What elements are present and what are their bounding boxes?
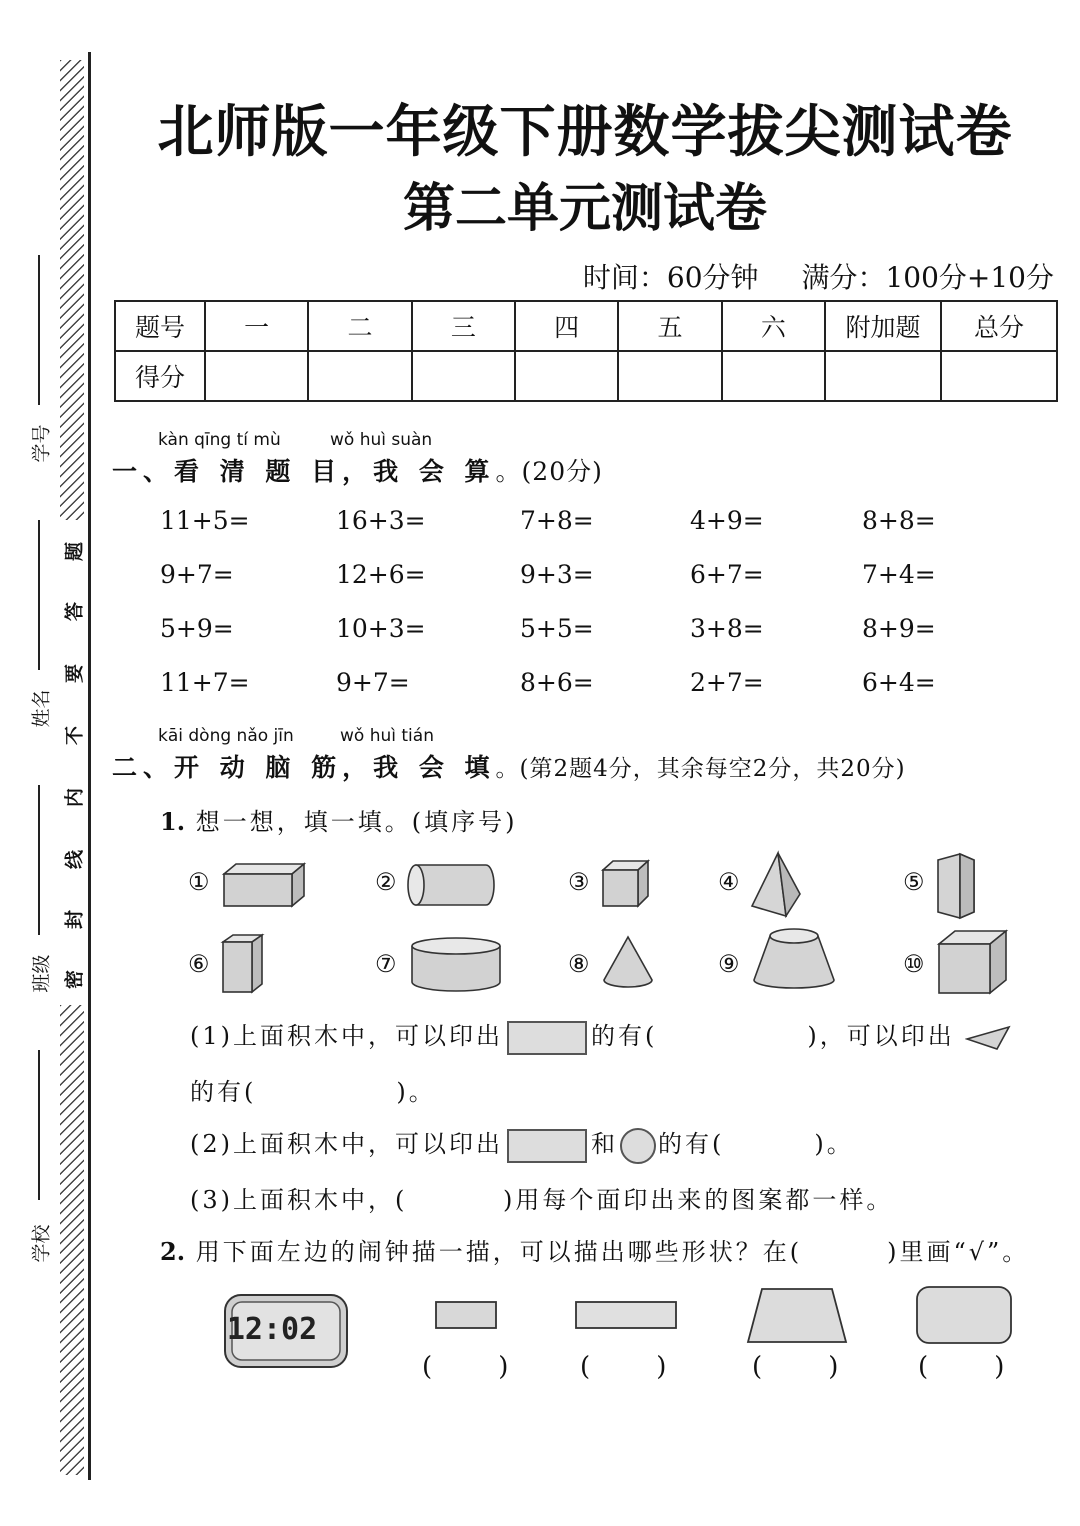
score-cell[interactable] [941,351,1057,401]
triangle-face-icon [965,1025,1011,1051]
q1-part1-text-d: 的有( [190,1078,257,1106]
cube-large-icon [936,928,1010,996]
q1-part1-text-c: )，可以印出 [807,1022,955,1050]
triangular-prism-icon [934,850,980,920]
score-cell[interactable] [825,351,941,401]
q2-number: 2. [160,1237,186,1266]
row-label-score: 得分 [115,351,205,401]
option-rounded-rect-icon [914,1284,1014,1346]
pyramid-icon [748,850,804,920]
binding-hatch-bottom [60,1005,84,1475]
cylinder-horizontal-icon [406,862,498,908]
cube-small-icon [600,858,652,910]
q1-part2-text-c: 的有( [658,1130,725,1158]
col-header: 总分 [941,301,1057,351]
section1-pinyin-b: wǒ huì suàn [330,430,433,450]
rectangle-face-icon [507,1129,587,1163]
score-table [114,300,1058,402]
equation: 9+3= [520,560,594,589]
solid-label: ⑥ [188,950,210,978]
equation: 6+4= [862,668,936,697]
seal-char: 不 [63,726,86,746]
q1-part3-line: (3)上面积木中，( )用每个面印出来的图案都一样。 [190,1186,894,1214]
q1-part1-line1 [190,1016,1011,1055]
section2-pinyin-b: wǒ huì tián [340,726,434,746]
q1-part1-text-b: 的有( [591,1022,658,1050]
equation: 16+3= [336,506,426,535]
col-header: 三 [412,301,515,351]
exam-info [549,256,1054,296]
name-line [38,520,40,670]
page-subtitle: 第二单元测试卷 [402,179,767,239]
solid-label: ② [375,868,397,896]
cylinder-wide-icon [408,936,504,994]
solid-label: ① [188,868,210,896]
seal-char: 要 [63,664,86,684]
section2-points: 。(第2题4分，其余每空2分，共20分) [495,756,906,782]
option-trapezoid-icon [744,1286,850,1346]
equation: 6+7= [690,560,764,589]
equation: 8+6= [520,668,594,697]
q1-part2-line [190,1124,854,1164]
circle-face-icon [620,1128,656,1164]
seal-char: 线 [63,850,86,870]
option-long-rect-icon [574,1300,678,1330]
score-cell[interactable] [205,351,308,401]
school-line [38,1050,40,1200]
full-score: 满分：100分+10分 [801,261,1054,294]
q1-part2-text-a: (2)上面积木中，可以印出 [190,1130,503,1158]
section1-pinyin-a: kàn qīng tí mù [158,430,281,450]
q1-part1-text-a: (1)上面积木中，可以印出 [190,1022,503,1050]
equation: 7+4= [862,560,936,589]
name-label: 姓名 [30,689,53,728]
section1-points: 。(20分) [495,457,603,486]
solid-label: ⑧ [568,950,590,978]
equation: 8+8= [862,506,936,535]
seal-char: 封 [63,910,86,930]
solid-label: ④ [718,868,740,896]
cone-icon [600,934,656,992]
equation: 3+8= [690,614,764,643]
seal-char: 内 [63,788,86,808]
q2-prompt [160,1232,1029,1267]
equation: 11+7= [160,668,250,697]
student-id-line [38,255,40,405]
section2-pinyin-a: kāi dòng nǎo jīn [158,726,294,746]
solid-label: ⑩ [903,950,925,978]
q1-part1-text-e: )。 [396,1078,436,1106]
rectangle-face-icon [507,1021,587,1055]
class-line [38,785,40,935]
seal-char: 题 [63,542,86,562]
col-header: 四 [515,301,618,351]
answer-paren[interactable]: ( ) [580,1352,667,1382]
equation: 5+9= [160,614,234,643]
section2-title: 二、开 动 脑 筋，我 会 填 [112,753,496,782]
cuboid-tall-icon [220,932,268,996]
solid-label: ⑦ [375,950,397,978]
equation: 8+9= [862,614,936,643]
answer-paren[interactable]: ( ) [752,1352,839,1382]
alarm-clock-image [222,1292,350,1370]
option-square-icon [434,1300,498,1330]
solid-label: ⑨ [718,950,740,978]
col-header: 五 [618,301,721,351]
score-cell[interactable] [515,351,618,401]
row-label-question: 题号 [115,301,205,351]
equation: 12+6= [336,560,426,589]
answer-paren[interactable]: ( ) [422,1352,509,1382]
student-id-label: 学号 [30,424,53,463]
score-table-score-row [115,351,1057,401]
q1-text: 想一想，填一填。(填序号) [195,808,518,836]
col-header: 一 [205,301,308,351]
col-header: 六 [722,301,825,351]
equation: 11+5= [160,506,250,535]
school-label: 学校 [30,1224,53,1263]
score-table-header-row [115,301,1057,351]
solid-label: ③ [568,868,590,896]
q1-part2-text-d: )。 [814,1130,854,1158]
col-header: 二 [308,301,411,351]
q1-part1-line2 [190,1072,436,1107]
frustum-icon [750,926,838,992]
equation: 2+7= [690,668,764,697]
q2-text: 用下面左边的闹钟描一描，可以描出哪些形状？在( )里画“√”。 [195,1238,1030,1266]
cuboid-long-icon [220,862,310,910]
score-cell[interactable] [618,351,721,401]
score-cell[interactable] [412,351,515,401]
equation: 5+5= [520,614,594,643]
equation: 9+7= [336,668,410,697]
section2-heading [112,748,906,784]
equation: 4+9= [690,506,764,535]
score-cell[interactable] [308,351,411,401]
clock-display: 12:02 [226,1312,318,1347]
page-title: 北师版一年级下册数学拔尖测试卷 [157,100,1013,165]
time-limit: 时间：60分钟 [582,261,759,294]
class-label: 班级 [30,954,53,993]
answer-paren[interactable]: ( ) [918,1352,1005,1382]
equation: 10+3= [336,614,426,643]
q1-prompt [160,802,517,837]
score-cell[interactable] [722,351,825,401]
seal-char: 密 [63,970,86,990]
equation: 7+8= [520,506,594,535]
binding-line [88,52,91,1480]
solid-label: ⑤ [903,868,925,896]
q1-part2-text-b: 和 [591,1130,618,1158]
section1-heading [112,452,603,488]
q1-number: 1. [160,807,186,836]
col-header: 附加题 [825,301,941,351]
seal-char: 答 [63,602,86,622]
binding-hatch-top [60,60,84,520]
section1-title: 一、看 清 题 目，我 会 算 [112,457,496,486]
equation: 9+7= [160,560,234,589]
